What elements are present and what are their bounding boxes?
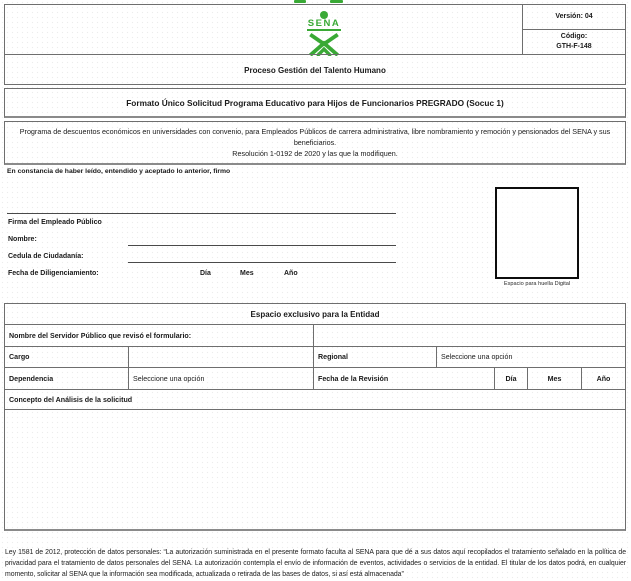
revision-date-label: Fecha de la Revisión [313, 368, 494, 389]
sena-logo-wordmark: SENA [307, 19, 341, 31]
concepto-label: Concepto del Análisis de la solicitud [9, 395, 133, 404]
fingerprint-box [495, 187, 579, 279]
fill-date-label: Fecha de Diligenciamiento: [8, 270, 99, 277]
name-label: Nombre: [8, 236, 37, 243]
top-cropped-text-fragment [294, 0, 306, 3]
code-cell [523, 29, 625, 54]
reviewer-value-field[interactable] [313, 325, 625, 346]
code-label: Código: [560, 32, 588, 40]
version-code-column [522, 5, 625, 54]
concepto-textarea-row [5, 409, 625, 529]
logo-cell [5, 5, 524, 54]
id-label: Cedula de Ciudadanía: [8, 253, 84, 260]
reviewer-label: Nombre del Servidor Público que revisó el formulario: [9, 331, 192, 340]
legal-notice: Ley 1581 de 2012, protección de datos personales: “La autorización suministrada en el presente formato faculta al SENA para que dé a sus datos aquí recopilados el tratamiento señalado en la política de privacidad para el tratamiento de datos personales del SENA. La autorización contempla el envío de información de eventos, actividades o servicios de la entidad. El titular de los datos podrá, en cualquier momento, solicitar al SENA que la información sea modificada, actualizada o retirada de las bases de datos, si así está almacenada” [5, 549, 626, 579]
fill-month-label: Mes [240, 270, 254, 277]
fill-year-label: Año [284, 270, 298, 277]
dependencia-label: Dependencia [9, 374, 54, 383]
process-title: Proceso Gestión del Talento Humano [5, 54, 625, 85]
name-input-line[interactable] [128, 245, 396, 246]
signature-label: Firma del Empleado Público [8, 219, 102, 226]
entity-section [4, 303, 626, 531]
dependencia-row [5, 367, 625, 389]
regional-select[interactable]: Seleccione una opción [436, 347, 625, 367]
form-title: Formato Único Solicitud Programa Educativo para Hijos de Funcionarios PREGRADO (Socuc 1) [4, 88, 626, 118]
revision-month-label: Mes [527, 368, 581, 389]
sena-logo [294, 11, 354, 56]
cargo-label: Cargo [9, 353, 30, 361]
description-box [4, 121, 626, 165]
signature-line[interactable] [7, 213, 396, 214]
entity-title-row [5, 304, 625, 324]
id-input-line[interactable] [128, 262, 396, 263]
fingerprint-caption: Espacio para huella Digital [503, 281, 571, 287]
description-line1: Programa de descuentos económicos en universidades con convenio, para Empleados Públicos de carrera administrativa, libre nombramiento y remoción y pensionados del SENA y sus beneficiarios. [19, 126, 611, 147]
dependencia-select[interactable]: Seleccione una opción [128, 368, 313, 389]
reviewer-row [5, 324, 625, 346]
fill-day-label: Día [200, 270, 211, 277]
version-label: Versión: 04 [555, 12, 593, 20]
regional-label: Regional [313, 347, 436, 367]
version-cell [523, 5, 625, 29]
code-value: GTH-F-148 [556, 43, 592, 50]
entity-section-title: Espacio exclusivo para la Entidad [250, 309, 380, 319]
cargo-value-field[interactable] [128, 347, 313, 367]
header-box [4, 4, 626, 85]
concepto-textarea[interactable] [5, 410, 625, 529]
revision-year-label: Año [581, 368, 625, 389]
cargo-row [5, 346, 625, 367]
revision-day-label: Día [494, 368, 527, 389]
sena-figure-icon [305, 32, 343, 56]
acceptance-statement: En constancia de haber leído, entendido y aceptado lo anterior, firmo [7, 168, 231, 175]
concepto-label-row [5, 389, 625, 409]
description-line2: Resolución 1-0192 de 2020 y las que la modifiquen. [232, 149, 398, 159]
top-cropped-text-fragment [330, 0, 343, 3]
